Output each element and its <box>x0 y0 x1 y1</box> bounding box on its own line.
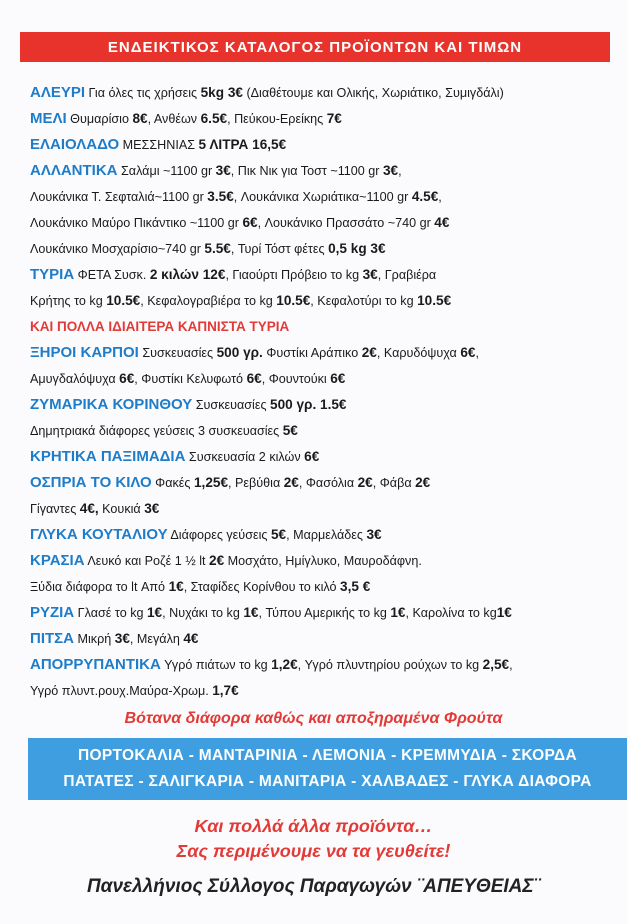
item-text: , Μεγάλη <box>129 632 184 646</box>
price-text: 1,7€ <box>212 683 239 698</box>
price-text: 3€ <box>114 631 130 646</box>
price-text: 2 κιλών 12€ <box>149 267 226 282</box>
item-text: Κρήτης το kg <box>30 294 107 308</box>
item-text: Λευκό και Ροζέ 1 ½ lt <box>84 554 210 568</box>
price-text: 6.5€ <box>200 111 228 126</box>
association-name: Πανελλήνιος Σύλλογος Παραγωγών ¨ΑΠΕΥΘΕΙΑΣ¨ <box>87 876 540 897</box>
price-text: 4€, <box>79 501 99 516</box>
price-text: 2€ <box>209 553 225 568</box>
price-text: 2€ <box>357 475 373 490</box>
category-label: ΚΡΗΤΙΚΑ ΠΑΞΙΜΑΔΙΑ <box>30 448 186 465</box>
product-line <box>30 470 625 496</box>
item-text: Μικρή <box>74 632 115 646</box>
price-text: 3€ <box>366 527 382 542</box>
price-text: 7€ <box>326 111 342 126</box>
item-text: Συσκευασίες <box>192 398 271 412</box>
item-text: , Τύπου Αμερικής το kg <box>258 606 391 620</box>
item-text: , Γιαούρτι Πρόβειο το kg <box>225 268 363 282</box>
item-text: Φακές <box>151 476 194 490</box>
item-text: ΜΕΣΣΗΝΙΑΣ <box>119 138 199 152</box>
item-text: , Φασόλια <box>298 476 358 490</box>
produce-band <box>28 738 627 800</box>
item-text: , Καρυδόψυχα <box>376 346 461 360</box>
price-text: 4€ <box>183 631 199 646</box>
price-text: 0,5 kg 3€ <box>328 241 386 256</box>
price-text: 3€ <box>362 267 378 282</box>
product-line <box>30 340 625 366</box>
product-line <box>30 392 625 418</box>
price-text: 5€ <box>270 527 287 542</box>
herbs-note: Βότανα διάφορα καθώς και αποξηραμένα Φρούτα <box>124 710 503 727</box>
product-line <box>30 548 625 574</box>
product-line <box>30 262 625 288</box>
category-label: ΓΛΥΚΑ ΚΟΥΤΑΛΙΟΥ <box>30 526 168 543</box>
price-text: 8€ <box>132 111 148 126</box>
product-line <box>30 184 625 210</box>
item-text: Κουκιά <box>98 502 145 516</box>
product-line <box>30 600 625 626</box>
price-text: 1€ <box>496 605 512 620</box>
product-line <box>30 236 625 262</box>
product-line <box>30 652 625 678</box>
catalog-title: ΕΝΔΕΙΚΤΙΚΟΣ ΚΑΤΑΛΟΓΟΣ ΠΡΟΪΟΝΤΩΝ ΚΑΙ ΤΙΜΩΝ <box>20 32 610 62</box>
product-line <box>30 418 625 444</box>
item-text: Γίγαντες <box>30 502 80 516</box>
item-text: Δημητριακά διάφορες γεύσεις 3 συσκευασίες <box>30 424 283 438</box>
category-label: ΑΠΟΡΡΥΠΑΝΤΙΚΑ <box>30 656 161 673</box>
price-text: 3.5€ <box>207 189 234 204</box>
price-text: 10.5€ <box>276 293 311 308</box>
item-text: , Ρεβύθια <box>228 476 284 490</box>
product-line <box>30 522 625 548</box>
produce-row-2: ΠΑΤΑΤΕΣ - ΣΑΛΙΓΚΑΡΙΑ - ΜΑΝΙΤΑΡΙΑ - ΧΑΛΒΑΔΕΣ - ΓΛΥΚΑ ΔΙΑΦΟΡΑ <box>63 773 592 790</box>
price-text: 6€ <box>330 371 346 386</box>
item-text: , <box>475 346 479 360</box>
item-text: , <box>398 164 402 178</box>
price-text: 4.5€ <box>411 189 439 204</box>
price-text: 1,2€ <box>271 657 298 672</box>
price-text: 5 ΛΙΤΡΑ 16,5€ <box>198 137 287 152</box>
price-text: 6€ <box>246 371 262 386</box>
price-text: 6€ <box>304 449 320 464</box>
item-text: Γλασέ το kg <box>74 606 147 620</box>
price-text: 10.5€ <box>106 293 141 308</box>
item-text: , Κεφαλογραβιέρα το kg <box>140 294 277 308</box>
price-text: 1€ <box>147 605 163 620</box>
price-text: 5€ <box>282 423 298 438</box>
price-text: 10.5€ <box>417 293 452 308</box>
product-line <box>30 314 625 340</box>
product-line <box>30 366 625 392</box>
item-text: , <box>438 190 442 204</box>
item-text: Συσκευασία 2 κιλών <box>185 450 305 464</box>
category-label: ΞΗΡΟΙ ΚΑΡΠΟΙ <box>30 344 139 361</box>
item-text: , Φάβα <box>372 476 416 490</box>
product-line <box>30 626 625 652</box>
price-text: 3,5 € <box>340 579 371 594</box>
product-line <box>30 132 625 158</box>
product-list <box>30 80 625 704</box>
price-text: 1€ <box>243 605 259 620</box>
category-label: ΕΛΑΙΟΛΑΔΟ <box>30 136 120 153</box>
item-text: , <box>509 658 513 672</box>
item-text: , Γραβιέρα <box>377 268 437 282</box>
item-text: , Κεφαλοτύρι το kg <box>310 294 418 308</box>
item-text: Ξύδια διάφορα το lt Από <box>30 580 169 594</box>
product-line <box>30 496 625 522</box>
item-text: Αμυγδαλόψυχα <box>30 372 120 386</box>
item-text: , Καρολίνα το kg <box>405 606 497 620</box>
item-text: , Πεύκου-Ερείκης <box>227 112 327 126</box>
price-text: 6€ <box>242 215 258 230</box>
category-label: ΖΥΜΑΡΙΚΑ ΚΟΡΙΝΘΟΥ <box>30 396 193 413</box>
closing-message <box>0 814 627 864</box>
produce-row-1: ΠΟΡΤΟΚΑΛΙΑ - ΜΑΝΤΑΡΙΝΙΑ - ΛΕΜΟΝΙΑ - ΚΡΕΜΜΥΔΙΑ - ΣΚΟΡΔΑ <box>78 747 577 764</box>
item-text: Για όλες τις χρήσεις <box>85 86 201 100</box>
price-text: 500 γρ. 1.5€ <box>270 397 347 412</box>
category-label: ΠΙΤΣΑ <box>30 630 74 647</box>
product-line <box>30 80 625 106</box>
item-text: Υγρό πιάτων το kg <box>160 658 272 672</box>
item-text: Διάφορες γεύσεις <box>167 528 271 542</box>
product-line <box>30 574 625 600</box>
item-text: Υγρό πλυντ.ρουχ.Μαύρα-Χρωμ. <box>30 684 213 698</box>
item-text: , Τυρί Τόστ φέτες <box>230 242 329 256</box>
item-text: , Πικ Νικ για Τοστ ~1100 gr <box>230 164 383 178</box>
item-text: , Ανθέων <box>147 112 201 126</box>
item-text: (Διαθέτουμε και Ολικής, Χωριάτικο, Συμιγδάλι) <box>242 86 504 100</box>
price-text: 1,25€ <box>193 475 229 490</box>
item-text: Λουκάνικο Μαύρο Πικάντικο ~1100 gr <box>30 216 243 230</box>
category-label: ΡΥΖΙΑ <box>30 604 75 621</box>
price-text: 3€ <box>215 163 231 178</box>
price-text: 4€ <box>434 215 450 230</box>
closing-line-2: Σας περιμένουμε να τα γευθείτε! <box>176 841 451 861</box>
price-text: 2€ <box>283 475 299 490</box>
item-text: , Σταφίδες Κορίνθου το κιλό <box>183 580 341 594</box>
product-line <box>30 288 625 314</box>
special-note: ΚΑΙ ΠΟΛΛΑ ΙΔΙΑΙΤΕΡΑ ΚΑΠΝΙΣΤΑ ΤΥΡΙΑ <box>30 319 290 334</box>
category-label: ΚΡΑΣΙΑ <box>30 552 85 569</box>
item-text: , Μαρμελάδες <box>286 528 367 542</box>
item-text: Λουκάνικα Τ. Σεφταλιά~1100 gr <box>30 190 208 204</box>
item-text: Λουκάνικο Μοσχαρίσιο~740 gr <box>30 242 205 256</box>
category-label: ΟΣΠΡΙΑ ΤΟ ΚΙΛΟ <box>30 474 152 491</box>
item-text: ΦΕΤΑ Συσκ. <box>74 268 150 282</box>
item-text: Μοσχάτο, Ημίγλυκο, Μαυροδάφνη. <box>224 554 422 568</box>
item-text: , Νυχάκι το kg <box>162 606 244 620</box>
price-text: 2€ <box>415 475 431 490</box>
item-text: Φυστίκι Αράπικο <box>262 346 362 360</box>
price-text: 6€ <box>460 345 476 360</box>
category-label: ΑΛΛΑΝΤΙΚΑ <box>30 162 118 179</box>
item-text: Συσκευασίες <box>138 346 217 360</box>
category-label: ΜΕΛΙ <box>30 110 67 127</box>
closing-line-1: Και πολλά άλλα προϊόντα… <box>194 816 433 836</box>
product-line <box>30 210 625 236</box>
category-label: ΑΛΕΥΡΙ <box>30 84 86 101</box>
item-text: , Υγρό πλυντηρίου ρούχων το kg <box>297 658 483 672</box>
product-line <box>30 158 625 184</box>
price-text: 2€ <box>361 345 377 360</box>
item-text: , Λουκάνικο Πρασσάτο ~740 gr <box>257 216 435 230</box>
price-text: 5kg 3€ <box>200 85 243 100</box>
item-text: Θυμαρίσιο <box>66 112 133 126</box>
item-text: Σαλάμι ~1100 gr <box>117 164 216 178</box>
price-text: 1€ <box>168 579 184 594</box>
price-text: 3€ <box>383 163 399 178</box>
price-text: 3€ <box>144 501 160 516</box>
price-text: 2,5€ <box>482 657 510 672</box>
item-text: , Φουντούκι <box>261 372 331 386</box>
price-text: 500 γρ. <box>216 345 263 360</box>
item-text: , Φυστίκι Κελυφωτό <box>134 372 247 386</box>
product-line <box>30 106 625 132</box>
price-text: 1€ <box>390 605 406 620</box>
category-label: ΤΥΡΙΑ <box>30 266 75 283</box>
product-line <box>30 678 625 704</box>
price-text: 5.5€ <box>204 241 231 256</box>
item-text: , Λουκάνικα Χωριάτικα~1100 gr <box>233 190 412 204</box>
product-line <box>30 444 625 470</box>
price-text: 6€ <box>119 371 135 386</box>
